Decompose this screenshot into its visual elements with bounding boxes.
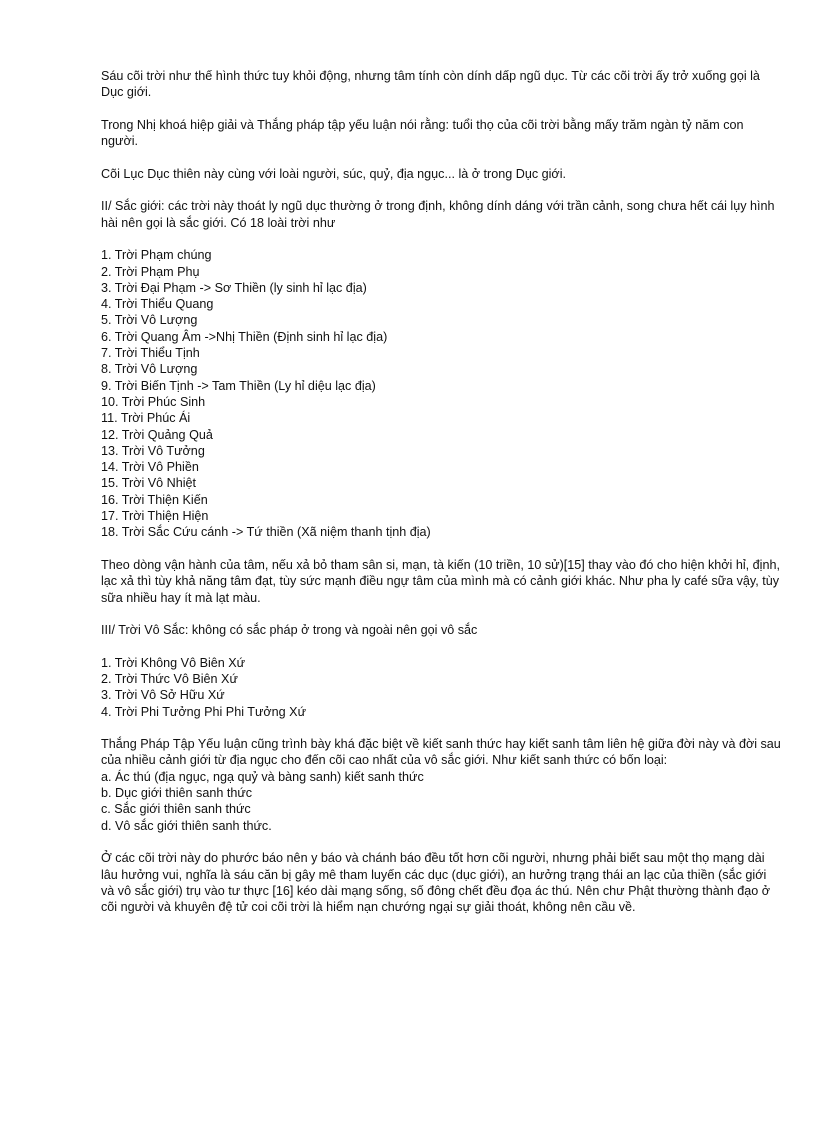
list-item: 16. Trời Thiện Kiến — [101, 492, 208, 507]
list-item: 2. Trời Thức Vô Biên Xứ — [101, 671, 238, 686]
list-item: 3. Trời Đại Phạm -> Sơ Thiền (ly sinh hỉ lạc địa) — [101, 280, 367, 295]
list-item: 1. Trời Phạm chúng — [101, 248, 212, 263]
list-item: 11. Trời Phúc Ái — [101, 411, 191, 426]
list-item: c. Sắc giới thiên sanh thức — [101, 802, 251, 817]
list-item: a. Ác thú (địa ngục, ngạ quỷ và bàng sanh) kiết sanh thức — [101, 769, 424, 784]
paragraph-duc-gioi-intro: Sáu cõi trời như thế hình thức tuy khỏi động, nhưng tâm tính còn dính dấp ngũ dục. Từ các cõi trời ấy trở xuống gọi là Dục giới. — [101, 69, 760, 100]
list-item: 7. Trời Thiểu Tịnh — [101, 346, 200, 361]
list-item: 14. Trời Vô Phiền — [101, 460, 199, 475]
list-item: 17. Trời Thiện Hiện — [101, 509, 209, 524]
list-item: 1. Trời Không Vô Biên Xứ — [101, 655, 246, 670]
list-item: 4. Trời Thiểu Quang — [101, 297, 214, 312]
list-item: d. Vô sắc giới thiên sanh thức. — [101, 818, 272, 833]
paragraph-vo-sac-heading: III/ Trời Vô Sắc: không có sắc pháp ở trong và ngoài nên gọi vô sắc — [101, 623, 478, 638]
list-item: 18. Trời Sắc Cứu cánh -> Tứ thiền (Xã niệm thanh tịnh địa) — [101, 525, 431, 540]
list-item: 6. Trời Quang Âm ->Nhị Thiền (Định sinh hỉ lạc địa) — [101, 329, 388, 344]
paragraph-sac-gioi-heading: II/ Sắc giới: các trời này thoát ly ngũ dục thường ở trong định, không dính dáng với trần cảnh, song chưa hết cái lụy hình hài nên gọi là sắc giới. Có 18 loài trời như — [101, 199, 775, 230]
list-item: 8. Trời Vô Lượng — [101, 362, 198, 377]
paragraph-phuoc-bao: Ở các cõi trời này do phước báo nên y báo và chánh báo đều tốt hơn cõi người, nhưng phải biết sau một thọ mạng dài lâu hưởng vui, nghĩa là sáu căn bị gây mê tham luyến các dục (dục giới), an hưởng trạng thái an lạc của thiền (sắc giới và vô sắc giới) trụ vào tư thực [16] kéo dài mạng sống, số đông chết đều đọa ác thú. Nên chư Phật thường thành đạo ở cõi người và khuyên đệ tử coi cõi trời là hiểm nạn chướng ngại sự giải thoát, không nên cầu về. — [101, 851, 770, 915]
list-item: 5. Trời Vô Lượng — [101, 313, 198, 328]
sac-gioi-list — [101, 247, 781, 540]
paragraph-van-hanh-tam: Theo dòng vận hành của tâm, nếu xả bỏ tham sân si, mạn, tà kiến (10 triền, 10 sử)[15] thay vào đó cho hiện khởi hỉ, định, lạc xả thì tùy khả năng tâm đạt, tùy sức mạnh điều ngự tâm của mình mà có cảnh giới khác. Như pha ly café sữa vậy, tùy sữa nhiều hay ít mà lạt màu. — [101, 557, 780, 605]
list-item: 13. Trời Vô Tưởng — [101, 443, 205, 458]
list-item: b. Dục giới thiên sanh thức — [101, 786, 253, 801]
paragraph-luc-duc-thien: Cõi Lục Dục thiên này cùng với loài người, súc, quỷ, địa ngục... là ở trong Dục giới. — [101, 166, 566, 181]
list-item: 4. Trời Phi Tưởng Phi Phi Tưởng Xứ — [101, 704, 307, 719]
list-item: 2. Trời Phạm Phụ — [101, 264, 200, 279]
list-item: 10. Trời Phúc Sinh — [101, 394, 206, 409]
list-item: 15. Trời Vô Nhiệt — [101, 476, 197, 491]
paragraph-kiet-sanh-thuc: Thắng Pháp Tập Yếu luận cũng trình bày khá đặc biệt về kiết sanh thức hay kiết sanh tâm liên hệ giữa đời này và đời sau của nhiều cảnh giới từ địa ngục cho đến cõi cao nhất của vô sắc giới. Như kiết sanh thức có bốn loại: — [101, 737, 781, 768]
list-item: 12. Trời Quảng Quả — [101, 427, 213, 442]
paragraph-tuoi-tho: Trong Nhị khoá hiệp giải và Thắng pháp tập yếu luận nói rằng: tuổi thọ của cõi trời bằng mấy trăm ngàn tỷ năm con người. — [101, 117, 744, 149]
list-item: 9. Trời Biến Tịnh -> Tam Thiền (Ly hỉ diệu lạc địa) — [101, 378, 376, 393]
kiet-sanh-list — [101, 769, 781, 834]
vo-sac-list — [101, 655, 781, 720]
list-item: 3. Trời Vô Sở Hữu Xứ — [101, 688, 225, 703]
document-page — [101, 68, 781, 932]
